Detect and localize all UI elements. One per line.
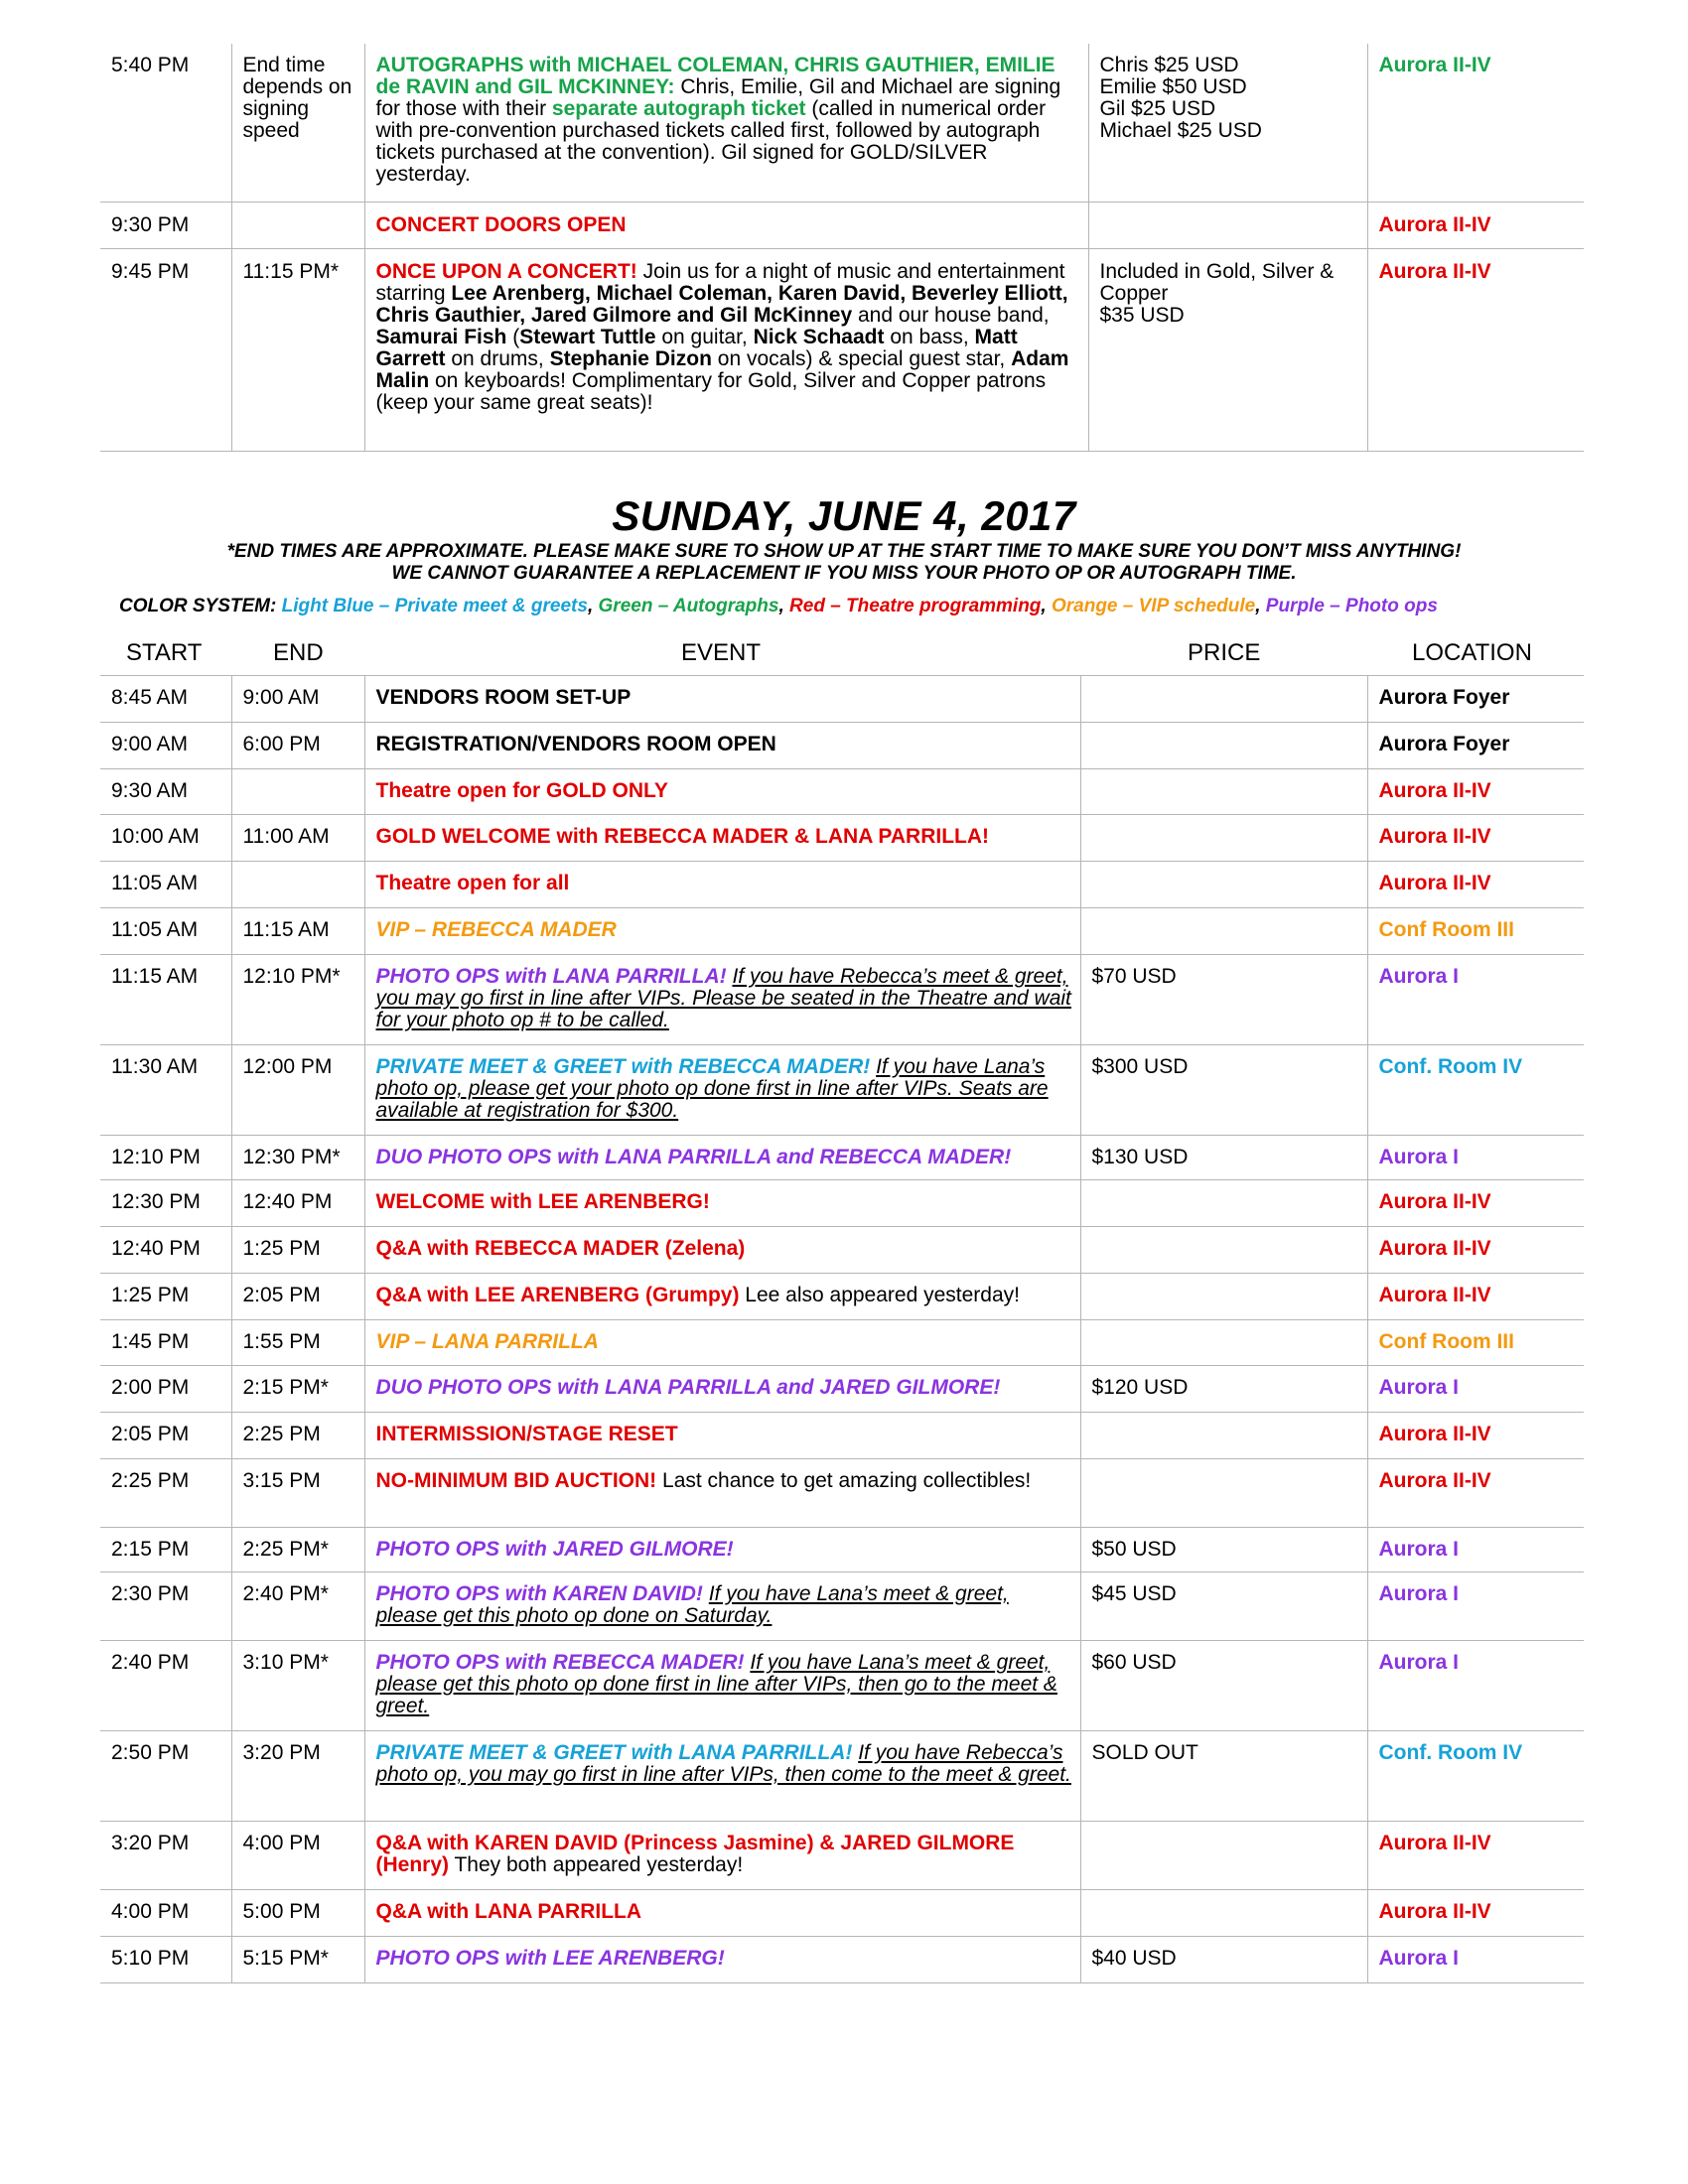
event-title: DUO PHOTO OPS with LANA PARRILLA and JARED GILMORE! — [375, 1376, 1001, 1399]
table-row — [100, 815, 1584, 862]
price-line: Emilie $50 USD — [1099, 75, 1247, 98]
event-names: Lee Arenberg, Michael Coleman, Karen David, Beverley Elliott, Chris Gauthier, Jared Gilmore and Gil McKinney — [375, 281, 1068, 327]
start-time: 2:25 PM — [100, 1459, 231, 1528]
color-system-label: COLOR SYSTEM: — [119, 596, 277, 616]
event-description — [364, 1136, 1080, 1180]
color-system-legend: COLOR SYSTEM: Light Blue – Private meet & greets, Green – Autographs, Red – Theatre programming, Orange – VIP schedule, Purple – Photo ops — [119, 596, 1438, 616]
event-description — [364, 1274, 1080, 1320]
location: Conf Room III — [1367, 908, 1584, 955]
start-time: 12:10 PM — [100, 1136, 231, 1180]
event-title: Q&A with LANA PARRILLA — [375, 1900, 642, 1923]
event-description — [364, 1937, 1080, 1983]
sunday-schedule-table — [100, 675, 1584, 1983]
event-description — [364, 1366, 1080, 1413]
guarantee-note: WE CANNOT GUARANTEE A REPLACEMENT IF YOU MISS YOUR PHOTO OP OR AUTOGRAPH TIME. — [391, 563, 1297, 584]
location: Aurora I — [1367, 1528, 1584, 1572]
header-price: PRICE — [1188, 639, 1261, 666]
event-text: on guitar, — [655, 325, 754, 348]
end-time: 1:55 PM — [231, 1320, 364, 1366]
end-time: 2:40 PM* — [231, 1572, 364, 1641]
location: Aurora II-IV — [1367, 44, 1584, 202]
table-row — [100, 1227, 1584, 1274]
event-title: PRIVATE MEET & GREET with LANA PARRILLA! — [375, 1741, 853, 1764]
event-title: Q&A with LEE ARENBERG (Grumpy) — [375, 1284, 740, 1306]
legend-purple: Purple – Photo ops — [1265, 596, 1438, 616]
event-description — [364, 44, 1088, 202]
price — [1080, 676, 1367, 723]
table-row — [100, 202, 1584, 248]
table-row — [100, 1366, 1584, 1413]
event-names: Nick Schaadt — [753, 325, 885, 348]
end-time: 2:25 PM — [231, 1413, 364, 1459]
event-description — [364, 1459, 1080, 1528]
event-title: Theatre open for all — [375, 872, 570, 894]
event-description — [364, 1890, 1080, 1937]
price: $70 USD — [1080, 955, 1367, 1045]
event-description — [364, 908, 1080, 955]
start-time: 11:05 AM — [100, 862, 231, 908]
location: Aurora I — [1367, 1366, 1584, 1413]
event-text: on drums, — [445, 346, 550, 370]
event-names: Samurai Fish — [375, 325, 507, 348]
end-time: 12:00 PM — [231, 1045, 364, 1136]
start-time: 4:00 PM — [100, 1890, 231, 1937]
event-note: If you have Rebecca’s photo op, you may go first in line after VIPs, then come to the meet & greet. — [375, 1741, 1071, 1786]
event-description — [364, 955, 1080, 1045]
price: $50 USD — [1080, 1528, 1367, 1572]
table-row — [100, 1413, 1584, 1459]
price — [1080, 723, 1367, 769]
end-time: 5:00 PM — [231, 1890, 364, 1937]
event-description — [364, 723, 1080, 769]
table-row — [100, 1528, 1584, 1572]
event-text: Chris, Emilie, Gil and Michael are signing for those with their — [375, 75, 1061, 120]
price-line: Chris $25 USD — [1099, 54, 1239, 76]
event-description — [364, 862, 1080, 908]
location: Conf. Room IV — [1367, 1731, 1584, 1822]
event-description — [364, 1822, 1080, 1890]
event-description — [364, 1227, 1080, 1274]
event-note: If you have Rebecca’s meet & greet, you may go first in line after VIPs. Please be seated in the Theatre and wait for your photo op # to be called. — [375, 965, 1071, 1031]
event-text: on keyboards! Complimentary for Gold, Silver and Copper patrons (keep your same great seats)! — [375, 368, 1047, 414]
end-time: 11:00 AM — [231, 815, 364, 862]
event-description — [364, 1528, 1080, 1572]
event-names: Adam Malin — [375, 346, 1069, 392]
start-time: 8:45 AM — [100, 676, 231, 723]
location: Conf Room III — [1367, 1320, 1584, 1366]
end-times-note: *END TIMES ARE APPROXIMATE. PLEASE MAKE SURE TO SHOW UP AT THE START TIME TO MAKE SURE YOU DON’T MISS ANYTHING! — [226, 541, 1462, 562]
header-end: END — [273, 639, 324, 666]
price — [1088, 202, 1367, 248]
legend-blue: Light Blue – Private meet & greets — [281, 596, 588, 616]
location: Aurora I — [1367, 1136, 1584, 1180]
start-time: 2:40 PM — [100, 1641, 231, 1731]
table-row — [100, 1937, 1584, 1983]
start-time: 11:15 AM — [100, 955, 231, 1045]
event-names: Stephanie Dizon — [549, 346, 712, 370]
event-description — [364, 1180, 1080, 1227]
table-row — [100, 769, 1584, 815]
location: Aurora II-IV — [1367, 1274, 1584, 1320]
end-time: 2:05 PM — [231, 1274, 364, 1320]
end-time: 1:25 PM — [231, 1227, 364, 1274]
start-time: 9:30 AM — [100, 769, 231, 815]
legend-red: Red – Theatre programming — [789, 596, 1042, 616]
start-time: 1:25 PM — [100, 1274, 231, 1320]
table-row — [100, 1572, 1584, 1641]
table-row — [100, 723, 1584, 769]
price: $130 USD — [1080, 1136, 1367, 1180]
table-row — [100, 1459, 1584, 1528]
price: $40 USD — [1080, 1937, 1367, 1983]
price-line: Gil $25 USD — [1099, 97, 1216, 120]
end-time: 3:20 PM — [231, 1731, 364, 1822]
start-time: 9:30 PM — [100, 202, 231, 248]
price: $45 USD — [1080, 1572, 1367, 1641]
event-title: ONCE UPON A CONCERT! — [375, 259, 637, 283]
start-time: 11:30 AM — [100, 1045, 231, 1136]
table-row — [100, 1274, 1584, 1320]
event-title: REGISTRATION/VENDORS ROOM OPEN — [375, 733, 776, 755]
start-time: 5:10 PM — [100, 1937, 231, 1983]
start-time: 5:40 PM — [100, 44, 231, 202]
event-title: PHOTO OPS with LANA PARRILLA! — [375, 965, 727, 988]
price — [1080, 815, 1367, 862]
table-row — [100, 1320, 1584, 1366]
price-line: Included in Gold, Silver & Copper — [1099, 259, 1335, 305]
event-description — [364, 1731, 1080, 1822]
event-note: If you have Lana’s meet & greet, please get this photo op done first in line after VIPs, then go to the meet & greet. — [375, 1651, 1057, 1717]
end-time: 12:30 PM* — [231, 1136, 364, 1180]
table-row — [100, 248, 1584, 451]
end-time: 5:15 PM* — [231, 1937, 364, 1983]
start-time: 9:45 PM — [100, 248, 231, 451]
event-description — [364, 1413, 1080, 1459]
price — [1080, 1320, 1367, 1366]
event-text: Join us for a night of music and entertainment starring — [375, 259, 1065, 305]
end-time: 6:00 PM — [231, 723, 364, 769]
event-title: CONCERT DOORS OPEN — [364, 202, 1088, 248]
event-note: If you have Lana’s meet & greet, please get this photo op done on Saturday. — [375, 1582, 1009, 1627]
end-time: 3:15 PM — [231, 1459, 364, 1528]
location: Aurora Foyer — [1367, 676, 1584, 723]
event-title: PHOTO OPS with REBECCA MADER! — [375, 1651, 745, 1674]
price: $60 USD — [1080, 1641, 1367, 1731]
event-title: VENDORS ROOM SET-UP — [375, 686, 632, 709]
table-row — [100, 1731, 1584, 1822]
table-row — [100, 1180, 1584, 1227]
event-title: VIP – REBECCA MADER — [375, 918, 617, 941]
end-time: 9:00 AM — [231, 676, 364, 723]
event-title: AUTOGRAPHS with MICHAEL COLEMAN, CHRIS GAUTHIER, EMILIE de RAVIN and GIL MCKINNEY: — [375, 54, 1055, 98]
table-row — [100, 1136, 1584, 1180]
price — [1080, 1459, 1367, 1528]
price — [1080, 908, 1367, 955]
location: Aurora II-IV — [1367, 1459, 1584, 1528]
header-event: EVENT — [681, 639, 762, 666]
price — [1080, 1822, 1367, 1890]
start-time: 3:20 PM — [100, 1822, 231, 1890]
location: Aurora I — [1367, 955, 1584, 1045]
day-title: SUNDAY, JUNE 4, 2017 — [612, 492, 1076, 539]
end-time: 2:25 PM* — [231, 1528, 364, 1572]
start-time: 2:30 PM — [100, 1572, 231, 1641]
legend-orange: Orange – VIP schedule — [1051, 596, 1256, 616]
location: Aurora Foyer — [1367, 723, 1584, 769]
start-time: 12:40 PM — [100, 1227, 231, 1274]
location: Aurora II-IV — [1367, 815, 1584, 862]
event-title: Q&A with KAREN DAVID (Princess Jasmine) & JARED GILMORE (Henry) — [375, 1832, 1015, 1876]
table-row — [100, 862, 1584, 908]
saturday-evening-table — [100, 44, 1584, 452]
end-time: 3:10 PM* — [231, 1641, 364, 1731]
price-line: $35 USD — [1099, 303, 1185, 327]
start-time: 2:15 PM — [100, 1528, 231, 1572]
location: Aurora II-IV — [1367, 202, 1584, 248]
event-title: Theatre open for GOLD ONLY — [375, 779, 668, 802]
event-description — [364, 1641, 1080, 1731]
event-text: They both appeared yesterday! — [449, 1853, 744, 1876]
table-row — [100, 1045, 1584, 1136]
event-title: PHOTO OPS with LEE ARENBERG! — [375, 1947, 725, 1970]
start-time: 1:45 PM — [100, 1320, 231, 1366]
price — [1080, 1413, 1367, 1459]
price: $300 USD — [1080, 1045, 1367, 1136]
price — [1088, 248, 1367, 451]
start-time: 2:00 PM — [100, 1366, 231, 1413]
start-time: 2:50 PM — [100, 1731, 231, 1822]
price — [1080, 769, 1367, 815]
event-title: PHOTO OPS with JARED GILMORE! — [375, 1538, 734, 1561]
end-time: 11:15 PM* — [231, 248, 364, 451]
event-text: on vocals) & special guest star, — [711, 346, 1012, 370]
event-title: VIP – LANA PARRILLA — [375, 1330, 599, 1353]
price-line: Michael $25 USD — [1099, 119, 1262, 142]
end-time — [231, 862, 364, 908]
event-title: PRIVATE MEET & GREET with REBECCA MADER! — [375, 1055, 871, 1078]
table-row — [100, 44, 1584, 202]
start-time: 12:30 PM — [100, 1180, 231, 1227]
event-text: ( — [506, 325, 520, 348]
table-row — [100, 908, 1584, 955]
price — [1088, 44, 1367, 202]
start-time: 11:05 AM — [100, 908, 231, 955]
event-description — [364, 1045, 1080, 1136]
end-time: 2:15 PM* — [231, 1366, 364, 1413]
event-title: INTERMISSION/STAGE RESET — [375, 1423, 678, 1445]
location: Aurora II-IV — [1367, 769, 1584, 815]
event-description — [364, 1572, 1080, 1641]
event-title: PHOTO OPS with KAREN DAVID! — [375, 1582, 703, 1605]
price: $120 USD — [1080, 1366, 1367, 1413]
event-text: Last chance to get amazing collectibles! — [656, 1469, 1032, 1492]
event-text: on bass, — [884, 325, 975, 348]
location: Aurora II-IV — [1367, 1822, 1584, 1890]
event-title: GOLD WELCOME with REBECCA MADER & LANA PARRILLA! — [375, 825, 990, 848]
event-text: (called in numerical order with pre-convention purchased tickets called first, followed by autograph tickets purchased at the convention). Gil signed for GOLD/SILVER yesterday. — [375, 97, 1047, 186]
event-title: WELCOME with LEE ARENBERG! — [375, 1190, 710, 1213]
event-names: Stewart Tuttle — [519, 325, 656, 348]
location: Aurora II-IV — [1367, 1890, 1584, 1937]
price — [1080, 862, 1367, 908]
start-time: 9:00 AM — [100, 723, 231, 769]
price — [1080, 1227, 1367, 1274]
event-description — [364, 1320, 1080, 1366]
table-row — [100, 955, 1584, 1045]
header-location: LOCATION — [1412, 639, 1532, 666]
end-time: 4:00 PM — [231, 1822, 364, 1890]
start-time: 10:00 AM — [100, 815, 231, 862]
table-row — [100, 1822, 1584, 1890]
end-time: 12:40 PM — [231, 1180, 364, 1227]
price — [1080, 1890, 1367, 1937]
event-text: Lee also appeared yesterday! — [739, 1284, 1020, 1306]
event-names: Matt Garrett — [375, 325, 1018, 370]
table-row — [100, 676, 1584, 723]
start-time: 2:05 PM — [100, 1413, 231, 1459]
end-time — [231, 202, 364, 248]
location: Aurora II-IV — [1367, 862, 1584, 908]
event-text: and our house band, — [852, 303, 1050, 327]
event-description — [364, 248, 1088, 451]
price — [1080, 1180, 1367, 1227]
location: Aurora II-IV — [1367, 1180, 1584, 1227]
table-row — [100, 1890, 1584, 1937]
location: Aurora I — [1367, 1572, 1584, 1641]
event-description — [364, 815, 1080, 862]
end-time: 12:10 PM* — [231, 955, 364, 1045]
end-time: End time depends on signing speed — [231, 44, 364, 202]
event-title: Q&A with REBECCA MADER (Zelena) — [375, 1237, 746, 1260]
event-description — [364, 769, 1080, 815]
price — [1080, 1274, 1367, 1320]
event-highlight: separate autograph ticket — [551, 97, 806, 120]
event-title: DUO PHOTO OPS with LANA PARRILLA and REBECCA MADER! — [375, 1146, 1012, 1168]
location: Aurora II-IV — [1367, 1227, 1584, 1274]
end-time: 11:15 AM — [231, 908, 364, 955]
legend-green: Green – Autographs — [598, 596, 779, 616]
location: Aurora II-IV — [1367, 248, 1584, 451]
event-note: If you have Lana’s photo op, please get your photo op done first in line after VIPs. Seats are available at registration for $300. — [375, 1055, 1049, 1122]
location: Aurora II-IV — [1367, 1413, 1584, 1459]
header-start: START — [126, 639, 203, 666]
location: Conf. Room IV — [1367, 1045, 1584, 1136]
location: Aurora I — [1367, 1641, 1584, 1731]
location: Aurora I — [1367, 1937, 1584, 1983]
price: SOLD OUT — [1080, 1731, 1367, 1822]
event-title: NO-MINIMUM BID AUCTION! — [375, 1469, 657, 1492]
event-description — [364, 676, 1080, 723]
end-time — [231, 769, 364, 815]
table-row — [100, 1641, 1584, 1731]
